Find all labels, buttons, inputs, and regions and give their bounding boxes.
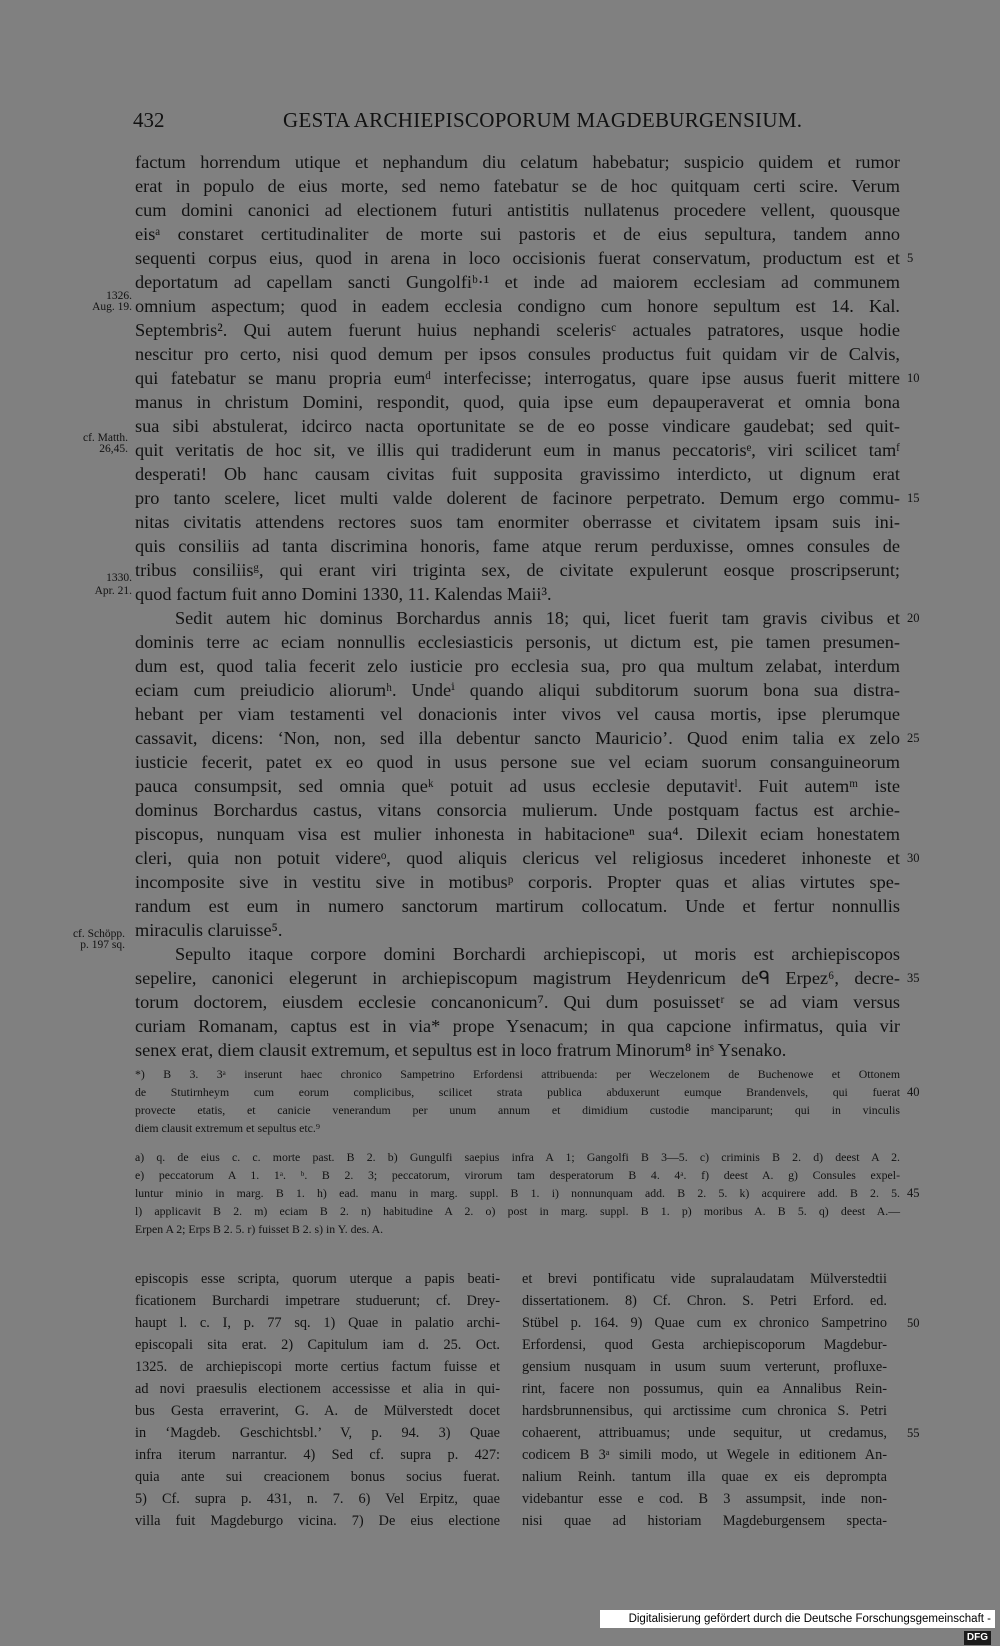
asterisk-note-line — [135, 1065, 900, 1083]
dfg-logo-icon: DFG — [964, 1631, 991, 1645]
main-text-line-text: factum horrendum utique et nephandum diu celatum habebatur; suspicio quidem et rumor — [135, 152, 900, 172]
footnote-left-line — [135, 1334, 500, 1356]
main-text-line — [135, 702, 900, 726]
apparatus-line-text: Erpen A 2; Erps B 2. 5. r) fuisset B 2. s) in Y. des. A. — [135, 1222, 384, 1236]
apparatus-line-text: luntur minio in marg. B 1. h) ead. manu in marg. suppl. B 1. i) nonnunquam add. B 2. 5. k) acquirere add. B 2. 5. — [135, 1186, 900, 1200]
footnote-left-line-text: haupt l. c. I, p. 77 sq. 1) Quae in palatio archi- — [135, 1315, 500, 1331]
main-text-line-text: Sepulto itaque corpore domini Borchardi archiepiscopi, ut moris est archiepiscopos — [175, 944, 900, 964]
footnote-left-line — [135, 1510, 500, 1532]
line-number: 20 — [907, 611, 920, 625]
line-number: 25 — [907, 731, 920, 745]
main-text-line-text: Sedit autem hic dominus Borchardus annis 18; qui, licet fuerit tam gravis civibus et — [175, 608, 900, 628]
main-text-line — [135, 678, 900, 702]
main-text-line — [135, 774, 900, 798]
main-text-line — [135, 174, 900, 198]
main-text-line — [135, 318, 900, 342]
asterisk-note-line-text: *) B 3. 3ᵃ inserunt haec chronico Sampetrino Erfordensi attribuenda: per Weczelonem de Buchenowe et Ottonem — [135, 1067, 900, 1081]
main-text-line — [135, 438, 900, 462]
margin-year-1330: 1330. — [106, 572, 132, 584]
main-text-line — [135, 990, 900, 1014]
main-text-line — [135, 366, 920, 390]
main-text-line-text: desperati! Ob hanc causam civitas fuit supposita gravissimo interdicto, ut dignum erat — [135, 464, 900, 484]
main-text-line-text: iusticie fecerit, patet ex eo quod in usus persone sue vel eciam suorum consanguineorum — [135, 752, 900, 772]
digitization-credit — [600, 1610, 995, 1643]
main-text-line-text: quod factum fuit anno Domini 1330, 11. Kalendas Maii³. — [135, 584, 552, 604]
apparatus-line — [135, 1184, 920, 1202]
main-text — [135, 150, 920, 1062]
main-text-line — [135, 654, 900, 678]
asterisk-note-line-text: de Stutirnheym cum eorum complicibus, scilicet strata publica abduxerunt eumque Brandenvels, qui fuerat — [135, 1085, 900, 1099]
footnote-left-line — [135, 1268, 500, 1290]
asterisk-note-line-text: provecte etatis, et canicie venerandum per unum annum et dimidium custodie manciparunt; qui in vinculis — [135, 1103, 900, 1117]
main-text-line-text: cassavit, dicens: ‘Non, non, sed illa debentur sancto Mauricio’. Quod enim talia ex zelo — [135, 728, 900, 748]
line-number: 5 — [907, 251, 914, 265]
main-text-line-text: manus in christum Domini, respondit, quod, quia ipse eum depauperaverat et omnia bona — [135, 392, 900, 412]
page-header — [130, 108, 900, 138]
asterisk-note-line — [135, 1083, 920, 1101]
footnote-left-line-text: infra iterum narrantur. 4) Sed cf. supra p. 427: — [135, 1447, 500, 1463]
apparatus-line — [135, 1220, 900, 1238]
footnote-right-line-text: nalium Reinh. tantum illa quae ex eis deprompta — [522, 1469, 887, 1485]
main-text-line — [135, 966, 920, 990]
footnote-right-line — [522, 1312, 920, 1334]
main-text-line — [135, 942, 900, 966]
main-text-line — [135, 246, 914, 270]
main-text-line — [135, 846, 920, 870]
asterisk-footnote — [135, 1065, 920, 1137]
footnote-right-line — [522, 1444, 887, 1466]
main-text-line-text: cum domini canonici ad electionem futuri antistitis nullatenus procedere vellent, quousque — [135, 200, 900, 220]
apparatus-line — [135, 1166, 900, 1184]
main-text-line-text: curiam Romanam, captus est in via* prope Ysenacum; in qua capcione infirmatus, quia vir — [135, 1016, 900, 1036]
main-text-line — [135, 534, 900, 558]
main-text-line-text: quis consiliis ad tanta discrimina honoris, fame atque rerum perduxisse, omnes consules de — [135, 536, 900, 556]
main-text-line-text: incomposite sive in vestitu sive in motibusᵖ corporis. Propter quas et alias virtutes spe- — [135, 872, 900, 892]
main-text-line-text: dum est, quod talia fecerit zelo iusticie pro ecclesia sua, pro qua multum zelabat, interdum — [135, 656, 900, 676]
line-number: 10 — [907, 371, 920, 385]
footnote-left-line-text: in ‘Magdeb. Geschichtsbl.’ V, p. 94. 3) Quae — [135, 1425, 500, 1441]
footnote-left-line-text: episcopis esse scripta, quorum uterque a papis beati- — [135, 1271, 500, 1287]
line-number: 45 — [907, 1186, 920, 1200]
footnote-left-line — [135, 1378, 500, 1400]
main-text-line-text: eisᵃ constaret certitudinaliter de morte sui pastoris et de eius sepultura, tandem anno — [135, 224, 900, 244]
margin-ref-matth: cf. Matth. 26,45. — [82, 432, 128, 455]
main-text-line — [135, 726, 920, 750]
main-text-line-text: sequenti corpus eius, quod in arena in loco occisionis fuerat conservatum, productum est et — [135, 248, 900, 268]
footnote-right-line — [522, 1488, 887, 1510]
footnote-left-line — [135, 1312, 500, 1334]
asterisk-note-line-text: diem clausit extremum et sepultus etc.⁹ — [135, 1121, 320, 1135]
footnote-right-line-text: Erfordensi, quod Gesta archiepiscoporum Magdebur- — [522, 1337, 887, 1353]
main-text-line-text: dominus Borchardus castus, vitans consorcia mulierum. Unde postquam factus est archie- — [135, 800, 900, 820]
footnote-left-line — [135, 1466, 500, 1488]
margin-date-aug19: Aug. 19. — [92, 301, 132, 313]
main-text-line-text: torum doctorem, eiusdem ecclesie concanonicum⁷. Qui dum posuissetʳ se ad viam versus — [135, 992, 900, 1012]
footnote-left-line — [135, 1356, 500, 1378]
footnote-right-line — [522, 1510, 887, 1532]
main-text-line-text: deportatum ad capellam sancti Gungolfiᵇ·¹ et inde ad maiorem ecclesiam ad communem — [135, 272, 900, 292]
footnote-left-line-text: 1325. de archiepiscopi morte certius factum fuisse et — [135, 1359, 500, 1375]
main-text-line — [135, 390, 900, 414]
main-text-line — [135, 798, 900, 822]
footnote-left-line-text: villa fuit Magdeburgo vicina. 7) De eius electione — [135, 1513, 500, 1529]
footnote-right-line — [522, 1334, 887, 1356]
line-number: 15 — [907, 491, 920, 505]
main-text-line — [135, 342, 900, 366]
footnote-right-line-text: nisi quae ad historiam Magdeburgensem specta- — [522, 1513, 887, 1529]
margin-ref-schopp: cf. Schöpp. p. 197 sq. — [72, 928, 125, 951]
main-text-line — [135, 462, 900, 486]
footnote-right-line-text: hardsbrunnensibus, qui arctissime cum chronica S. Petri — [522, 1403, 887, 1419]
main-text-line-text: erat in populo de eius morte, sed nemo fatebatur se de hoc quitquam certi scire. Verum — [135, 176, 900, 196]
footnote-left-line — [135, 1488, 500, 1510]
main-text-line-text: miraculis claruisse⁵. — [135, 920, 283, 940]
apparatus-line-text: l) applicavit B 2. m) eciam B 2. n) habitudine A 2. o) post in marg. suppl. B 1. p) moribus A. B 5. q) deest A.— — [135, 1204, 900, 1218]
main-text-line-text: sua sibi abstulerat, idcirco nacta oportunitate se de eo posse vindicare gaudebat; sed quit- — [135, 416, 900, 436]
main-text-line-text: quit veritatis de hoc sit, ve illis qui tradiderunt eum in manus peccatorisᵉ, viri scilicet tamᶠ — [135, 440, 900, 460]
main-text-line-text: eciam cum preiudicio aliorumʰ. Undeⁱ quando aliqui subditorum suorum bona sua distra- — [135, 680, 900, 700]
footnote-left-line-text: episcopali sita erat. 2) Capitulum iam d. 25. Oct. — [135, 1337, 500, 1353]
main-text-line-text: pauca consumpsit, sed omnia queᵏ potuit ad usus ecclesie deputavitˡ. Fuit autemᵐ iste — [135, 776, 900, 796]
footnotes-right-column — [522, 1268, 920, 1532]
footnote-left-line-text: 5) Cf. supra p. 431, n. 7. 6) Vel Erpitz, quae — [135, 1491, 500, 1507]
main-text-line — [135, 150, 900, 174]
line-number: 35 — [907, 971, 920, 985]
apparatus-line-text: a) q. de eius c. c. morte past. B 2. b) Gungulfi saepius infra A 1; Gangolfi B 3—5. c) criminis B 2. d) deest A 2. — [135, 1150, 900, 1164]
line-number: 30 — [907, 851, 920, 865]
apparatus-line — [135, 1148, 900, 1166]
footnote-right-line-text: dissertationem. 8) Cf. Chron. S. Petri Erford. ed. — [522, 1293, 887, 1309]
footnote-right-line-text: videbantur esse e cod. B 3 assumpsit, inde non- — [522, 1491, 887, 1507]
page-number: 432 — [133, 108, 165, 132]
main-text-line-text: qui fatebatur se manu propria eumᵈ interfecisse; interrogatus, quare ipse ausus fuerit mittere — [135, 368, 900, 388]
footnote-right-line-text: rint, facere non possumus, quin ea Annalibus Rein- — [522, 1381, 887, 1397]
main-text-line — [135, 894, 900, 918]
main-text-line — [135, 750, 900, 774]
footnote-left-line — [135, 1422, 500, 1444]
main-text-line — [135, 1038, 900, 1062]
main-text-line — [135, 870, 900, 894]
footnote-right-line-text: et brevi pontificatu vide supralaudatam Mülverstedtii — [522, 1271, 887, 1287]
main-text-line-text: Septembris². Qui autem fuerunt huius nephandi scelerisᶜ actuales patratores, usque hodie — [135, 320, 900, 340]
footnote-right-line — [522, 1400, 887, 1422]
main-text-line-text: dominis terre ac eciam nonnullis ecclesiasticis personis, ut dictum est, pie tamen presumen- — [135, 632, 900, 652]
main-text-line-text: randum est eum in numero sanctorum martirum collocatum. Unde et fertur nonnullis — [135, 896, 900, 916]
footnote-right-line — [522, 1356, 887, 1378]
footnote-left-line — [135, 1400, 500, 1422]
line-number: 55 — [907, 1426, 920, 1440]
main-text-line-text: piscopus, nunquam visa est mulier inhonesta in habitacioneⁿ sua⁴. Dilexit eciam honestatem — [135, 824, 900, 844]
main-text-line-text: cleri, quia non potuit videreᵒ, quod aliquis clericus vel religiosus incederet inhoneste et — [135, 848, 900, 868]
footnote-right-line-text: codicem B 3ᵃ simili modo, ut Wegele in editionem An- — [522, 1447, 887, 1463]
main-text-line — [135, 270, 900, 294]
footnote-left-line-text: ad novi praesulis electionem accessisse et alia in qui- — [135, 1381, 500, 1397]
main-text-line-text: nescitur pro certo, nisi quod demum per ipsos consules productus fuit quidam vir de Calvis, — [135, 344, 900, 364]
main-text-line-text: sepelire, canonici elegerunt in archiepiscopum magistrum Heydenricum deᑫ Erpez⁶, decre- — [135, 968, 900, 988]
footnote-left-line-text: quia ante sui creacionem bonus socius fuerat. — [135, 1469, 500, 1485]
main-text-line — [135, 222, 900, 246]
line-number: 50 — [907, 1316, 920, 1330]
main-text-line-text: pro tanto scelere, licet multi valde dolerent de facinore perpetrato. Demum ergo commu- — [135, 488, 900, 508]
footnote-left-line-text: bus Gesta erraverint, G. A. de Mülverstedt docet — [135, 1403, 500, 1419]
main-text-line — [135, 1014, 900, 1038]
footnote-left-line — [135, 1444, 500, 1466]
main-text-line-text: hebant per viam testamenti vel donacionis inter vivos vel causa mortis, ipse plerumque — [135, 704, 900, 724]
footnote-right-line-text: gensium nusquam in usum suum verterunt, profluxe- — [522, 1359, 887, 1375]
main-text-line — [135, 630, 900, 654]
margin-year-1326: 1326. — [106, 290, 132, 302]
main-text-line — [135, 558, 900, 582]
footnote-right-line — [522, 1466, 887, 1488]
apparatus-line-text: e) peccatorum A 1. 1ᵃ. ᵇ. B 2. 3; peccatorum, virorum tam desperatorum B 4. 4ᵃ. f) deest A. g) Consules expel- — [135, 1168, 900, 1182]
main-text-line — [135, 582, 900, 606]
asterisk-note-line — [135, 1101, 900, 1119]
main-text-line-text: nitas civitatis attendens rectores suos tam enormiter oberrasse et civitatem ipsam suis ini- — [135, 512, 900, 532]
footnote-right-line-text: Stübel p. 164. 9) Quae cum ex chronico Sampetrino — [522, 1315, 887, 1331]
footnote-left-line-text: ficationem Burchardi impetrare studuerunt; cf. Drey- — [135, 1293, 500, 1309]
main-text-line — [135, 294, 900, 318]
main-text-line — [135, 198, 900, 222]
footnote-right-line — [522, 1422, 920, 1444]
main-text-line-text: tribus consiliisᵍ, qui erant viri triginta sex, de civitate expulerunt eosque proscripserunt; — [135, 560, 900, 580]
main-text-line — [135, 510, 900, 534]
apparatus-line — [135, 1202, 900, 1220]
footnote-right-line — [522, 1378, 887, 1400]
main-text-line-text: senex erat, diem clausit extremum, et sepultus est in loco fratrum Minorum⁸ inˢ Ysenako. — [135, 1040, 787, 1060]
main-text-line — [135, 414, 900, 438]
footnote-right-line-text: cohaerent, attribuamus; unde sequitur, ut credamus, — [522, 1425, 887, 1441]
asterisk-note-line — [135, 1119, 900, 1137]
main-text-line — [135, 822, 900, 846]
main-text-line — [135, 606, 920, 630]
footnote-right-line — [522, 1290, 887, 1312]
apparatus-notes — [135, 1148, 920, 1238]
main-text-line-text: omnium aspectum; quod in eadem ecclesia condigno cum honore sepultum est 14. Kal. — [135, 296, 900, 316]
line-number: 40 — [907, 1085, 920, 1099]
footnote-right-line — [522, 1268, 887, 1290]
margin-date-apr21: Apr. 21. — [94, 585, 132, 597]
main-text-line — [135, 918, 900, 942]
running-title: GESTA ARCHIEPISCOPORUM MAGDEBURGENSIUM. — [283, 108, 803, 132]
credit-text: Digitalisierung gefördert durch die Deutsche Forschungsgemeinschaft - — [628, 1613, 991, 1625]
footnotes-left-column — [135, 1268, 500, 1532]
footnote-left-line — [135, 1290, 500, 1312]
main-text-line — [135, 486, 920, 510]
